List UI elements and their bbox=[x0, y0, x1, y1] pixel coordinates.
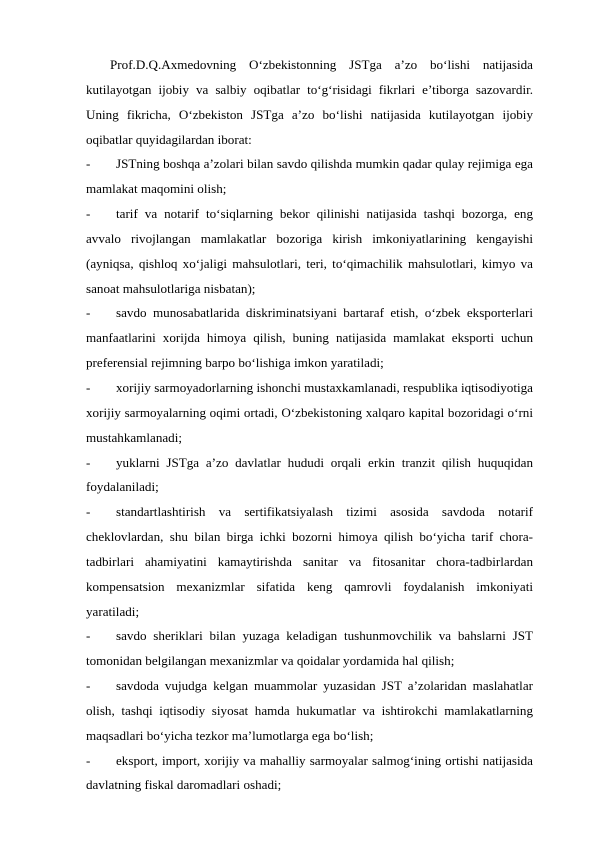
bullet-dash: - bbox=[86, 752, 91, 768]
list-item-text: eksport, import, xorijiy va mahalliy sarmoyalar salmog‘ining ortishi natijasida davlatning fiskal daromadlari oshadi; bbox=[86, 752, 533, 793]
list-item-text: yuklarni JSTga a’zo davlatlar hududi orqali erkin tranzit qilish huquqidan foydalaniladi; bbox=[86, 454, 533, 495]
list-item bbox=[86, 674, 533, 749]
list-item bbox=[86, 624, 533, 674]
list-item-text: savdo munosabatlarida diskriminatsiyani bartaraf etish, o‘zbek eksporterlari manfaatlarini xorijda himoya qilish, buning natijasida mamlakat eksporti uchun preferensial rejimning barpo bo‘lishiga imkon yaratiladi; bbox=[86, 305, 533, 371]
list-item bbox=[86, 301, 533, 376]
list-item bbox=[86, 202, 533, 301]
list-item-text: standartlashtirish va sertifikatsiyalash tizimi asosida savdoda notarif cheklovlardan, shu bilan birga ichki bozorni himoya qilish bo‘yicha tarif chora-tadbirlari ahamiyatini kamaytirishda sanitar va fitosanitar chora-tadbirlardan kompensatsion mexanizmlar sifatida keng qamrovli foydalanish imkoniyati yaratiladi; bbox=[86, 504, 533, 619]
bullet-dash: - bbox=[86, 206, 91, 222]
bullet-dash: - bbox=[86, 305, 91, 321]
document-body bbox=[86, 53, 533, 798]
bullet-dash: - bbox=[86, 454, 91, 470]
list-item-text: savdo sheriklari bilan yuzaga keladigan tushunmovchilik va bahslarni JST tomonidan belgilangan mexanizmlar va qoidalar yordamida hal qilish; bbox=[86, 628, 533, 669]
list-item-text: tarif va notarif to‘siqlarning bekor qilinishi natijasida tashqi bozorga, eng avvalo rivojlangan mamlakatlar bozoriga kirish imkoniyatlarining kengayishi (ayniqsa, qishloq xo‘jaligi mahsulotlari, teri, to‘qimachilik mahsulotlari, kimyo va sanoat mahsulotlariga nisbatan); bbox=[86, 206, 533, 296]
list-item-text: JSTning boshqa a’zolari bilan savdo qilishda mumkin qadar qulay rejimiga ega mamlakat maqomini olish; bbox=[86, 156, 533, 197]
list-item bbox=[86, 451, 533, 501]
list-item bbox=[86, 376, 533, 451]
bullet-dash: - bbox=[86, 156, 91, 172]
list-item-text: xorijiy sarmoyadorlarning ishonchi mustaxkamlanadi, respublika iqtisodiyotiga xorijiy sarmoyalarning oqimi ortadi, O‘zbekistoning xalqaro kapital bozoridagi o‘rni mustahkamlanadi; bbox=[86, 379, 533, 445]
list-item bbox=[86, 500, 533, 624]
list-item bbox=[86, 749, 533, 799]
benefits-list bbox=[86, 152, 533, 798]
list-item-text: savdoda vujudga kelgan muammolar yuzasidan JST a’zolaridan maslahatlar olish, tashqi iqtisodiy siyosat hamda hukumatlar va ishtirokchi mamlakatlarning maqsadlari bo‘yicha tezkor ma’lumotlarga ega bo‘lish; bbox=[86, 678, 533, 743]
bullet-dash: - bbox=[86, 379, 91, 395]
bullet-dash: - bbox=[86, 504, 91, 520]
list-item bbox=[86, 152, 533, 202]
intro-paragraph: Prof.D.Q.Axmedovning O‘zbekistonning JSTga a’zo bo‘lishi natijasida kutilayotgan ijobiy va salbiy oqibatlar to‘g‘risidagi fikrlari e’tiborga sazovardir. Uning fikricha, O‘zbekiston JSTga a’zo bo‘lishi natijasida kutilayotgan ijobiy oqibatlar quyidagilardan iborat: bbox=[86, 57, 533, 147]
bullet-dash: - bbox=[86, 678, 91, 694]
bullet-dash: - bbox=[86, 628, 91, 644]
